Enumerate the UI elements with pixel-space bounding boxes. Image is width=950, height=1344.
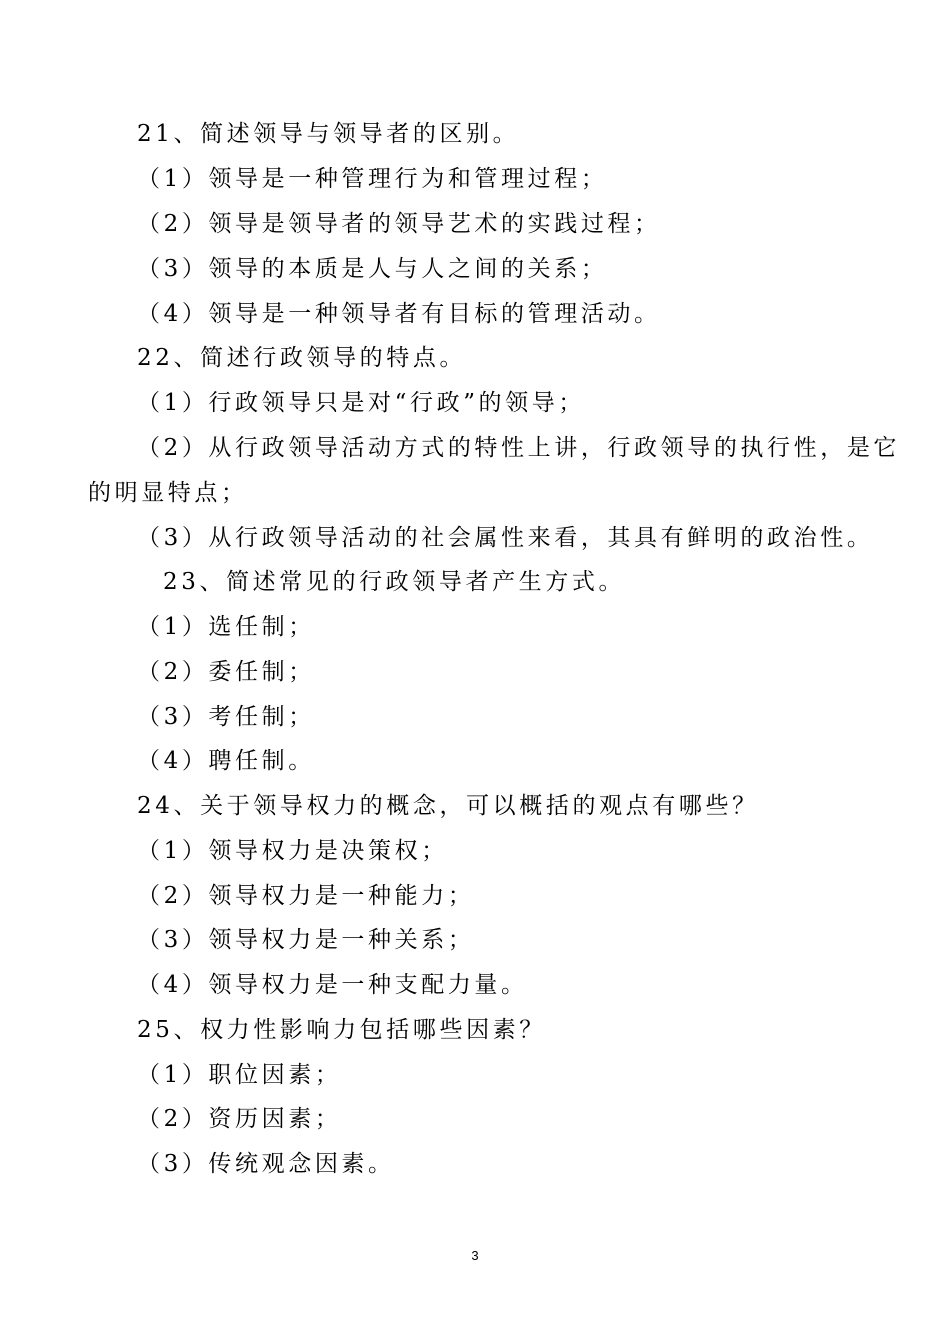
answer-line: （4）聘任制。	[137, 748, 315, 774]
answer-line: （4）领导权力是一种支配力量。	[137, 972, 528, 998]
answer-line: （4）领导是一种领导者有目标的管理活动。	[137, 301, 661, 327]
page-number: 3	[471, 1248, 479, 1263]
question-23: 23、简述常见的行政领导者产生方式。	[163, 569, 626, 595]
answer-line: （3）考任制；	[137, 704, 315, 730]
answer-line: （2）委任制；	[137, 659, 315, 685]
answer-line: （3）领导的本质是人与人之间的关系；	[137, 256, 608, 282]
answer-continuation: 的明显特点；	[88, 480, 248, 506]
question-21: 21、简述领导与领导者的区别。	[137, 121, 520, 147]
answer-line: （3）从行政领导活动的社会属性来看，其具有鲜明的政治性。	[137, 525, 874, 551]
answer-line: （2）从行政领导活动方式的特性上讲，行政领导的执行性，是它	[137, 435, 901, 461]
question-22: 22、简述行政领导的特点。	[137, 345, 467, 371]
answer-line: （1）领导权力是决策权；	[137, 838, 448, 864]
answer-line: （2）领导是领导者的领导艺术的实践过程；	[137, 211, 661, 237]
question-25: 25、权力性影响力包括哪些因素？	[137, 1017, 546, 1043]
answer-line: （2）领导权力是一种能力；	[137, 883, 475, 909]
answer-line: （3）传统观念因素。	[137, 1151, 395, 1177]
question-24: 24、关于领导权力的概念，可以概括的观点有哪些？	[137, 793, 759, 819]
answer-line: （3）领导权力是一种关系；	[137, 927, 475, 953]
answer-line: （2）资历因素；	[137, 1106, 342, 1132]
answer-line: （1）行政领导只是对“行政”的领导；	[137, 390, 585, 416]
answer-line: （1）职位因素；	[137, 1062, 342, 1088]
answer-line: （1）领导是一种管理行为和管理过程；	[137, 166, 608, 192]
answer-line: （1）选任制；	[137, 614, 315, 640]
